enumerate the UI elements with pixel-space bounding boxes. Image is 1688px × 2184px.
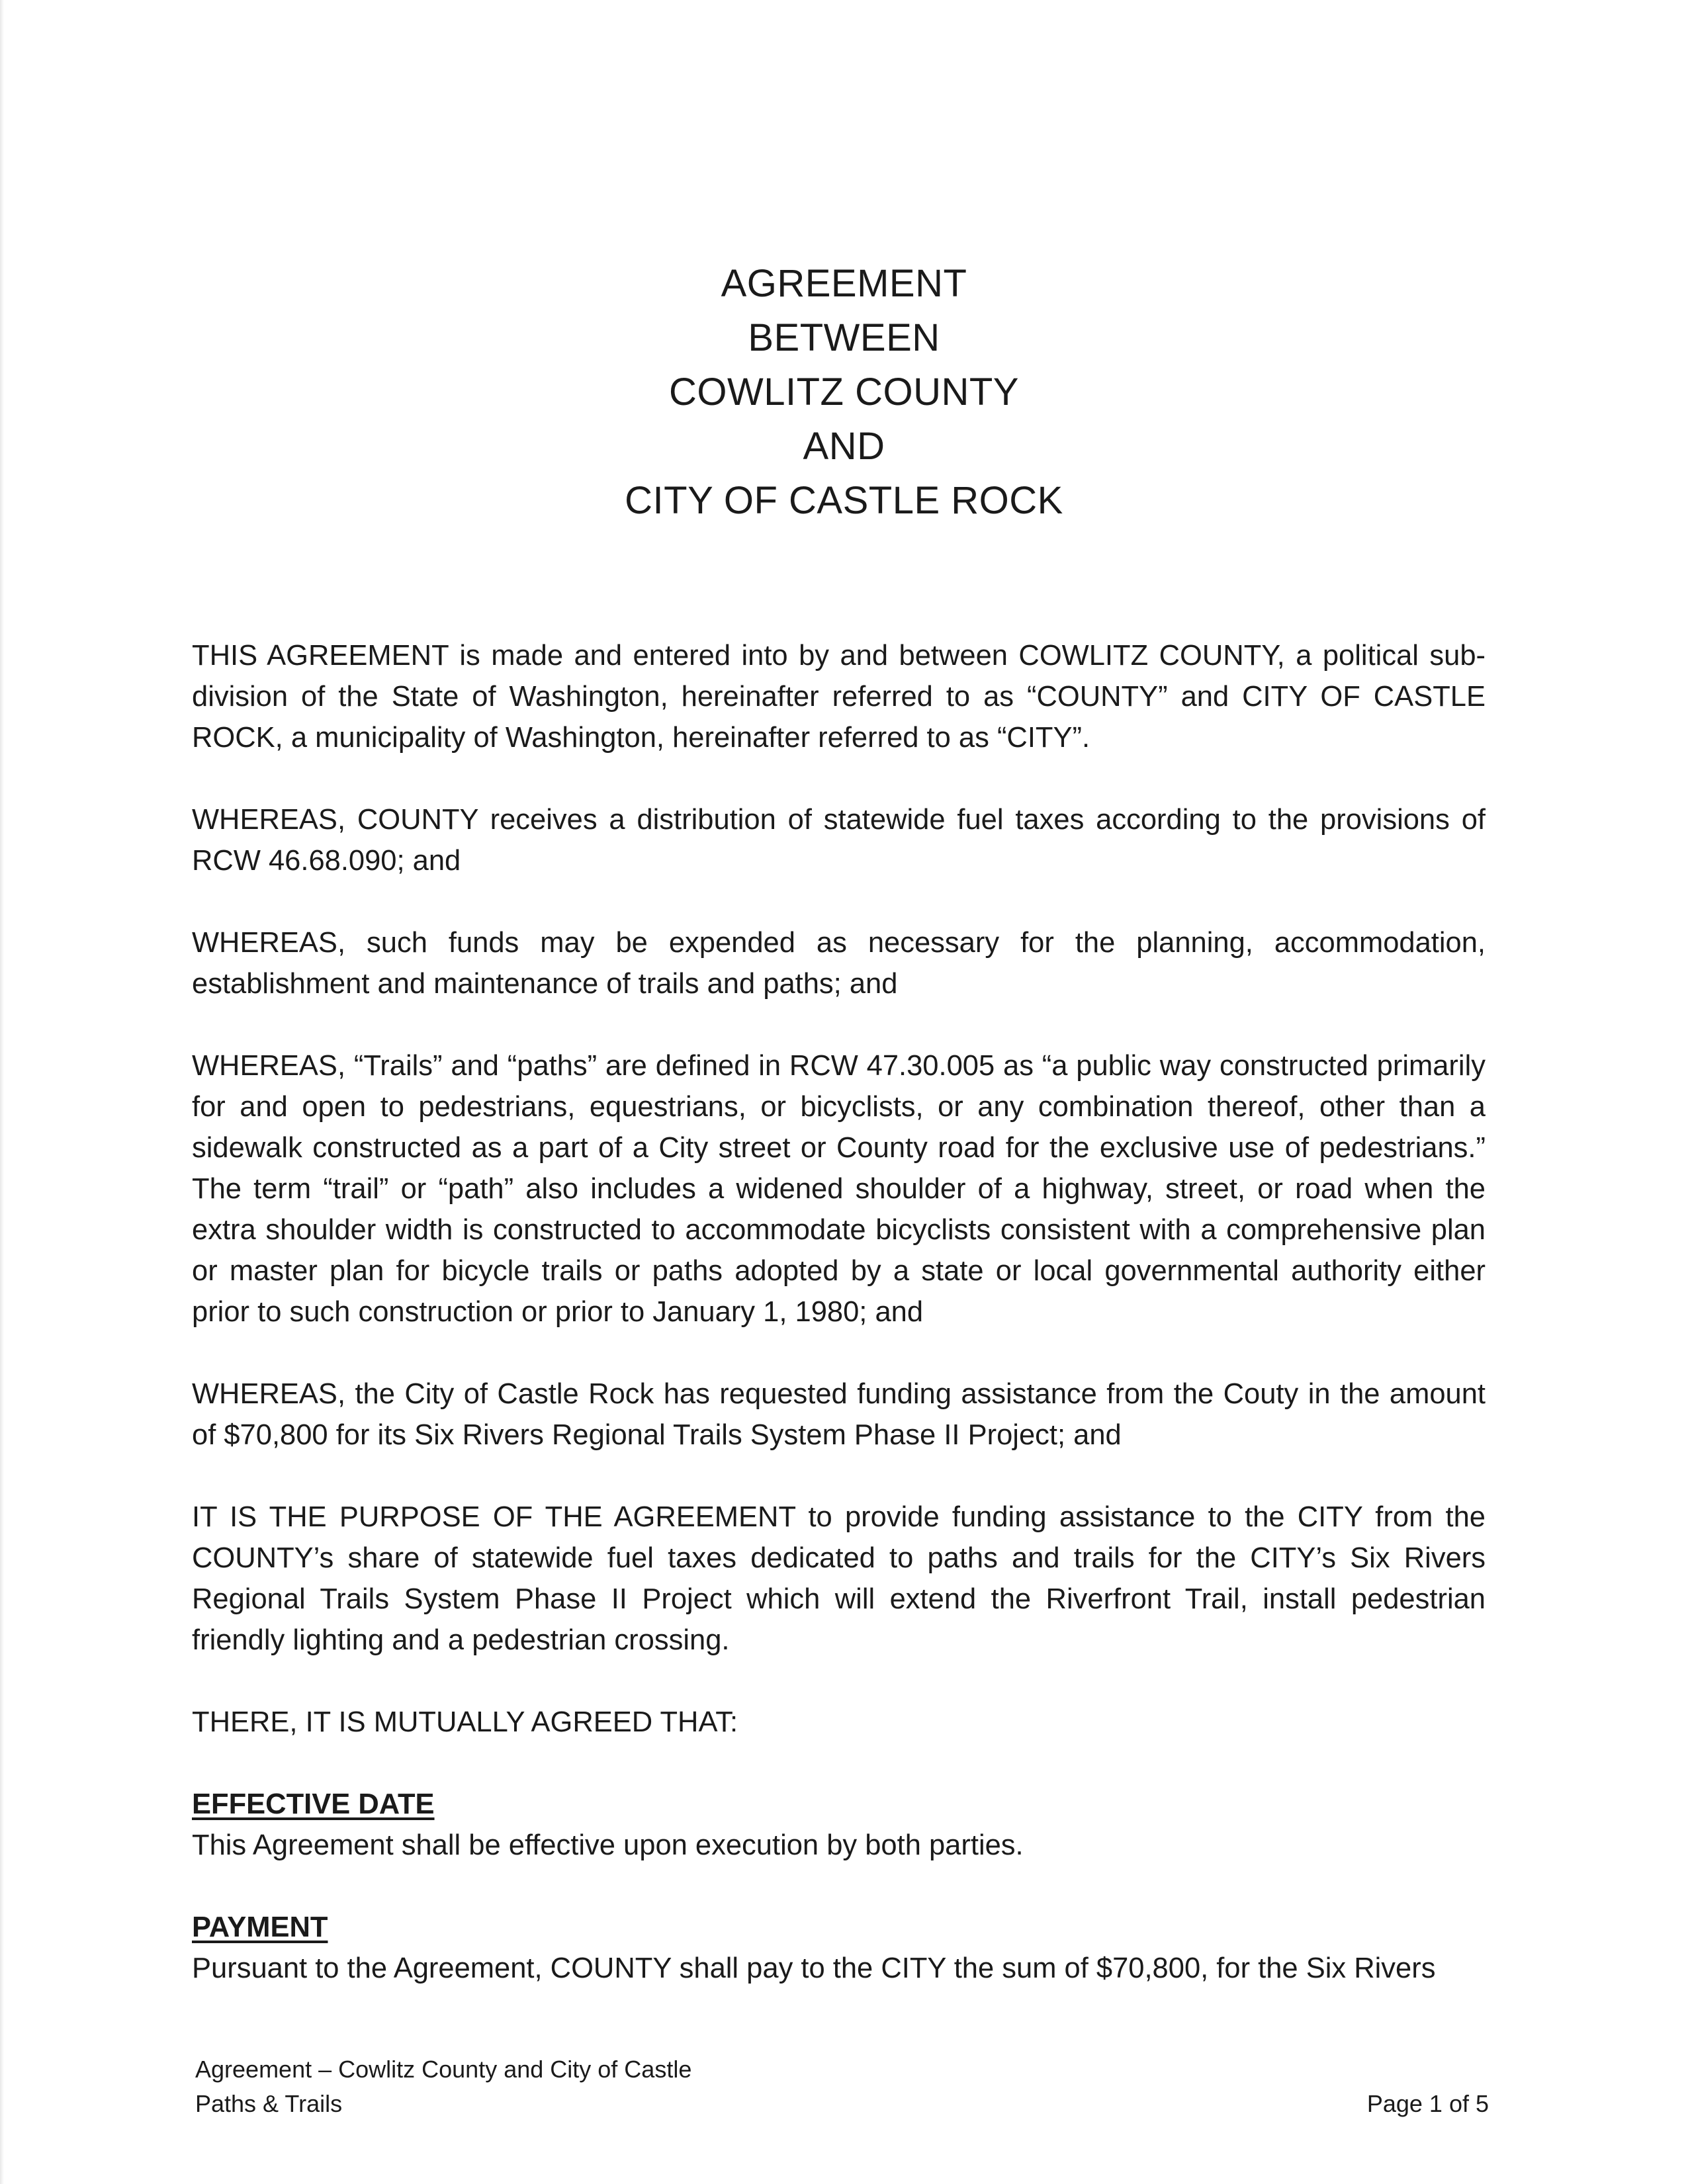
whereas-paragraph-3: WHEREAS, “Trails” and “paths” are defined in RCW 47.30.005 as “a public way constructed primarily for and open to pedestrians, equestrians, or bicyclists, or any combination thereof, other than a sidewalk constructed as a part of a City street or County road for the exclusive use of pedestrians.” The term “trail” or “path” also includes a widened shoulder of a highway, street, or road when the extra shoulder width is constructed to accommodate bicyclists consistent with a comprehensive plan or master plan for bicycle trails or paths adopted by a state or local governmental authority either prior to such construction or prior to January 1, 1980; and — [192, 1050, 1486, 1328]
title-line: BETWEEN — [748, 316, 940, 359]
effective-date-section — [192, 1784, 1486, 1866]
whereas-paragraph-4: WHEREAS, the City of Castle Rock has requested funding assistance from the Couty in the amount of $70,800 for its Six Rivers Regional Trails System Phase II Project; and — [192, 1378, 1486, 1451]
purpose-paragraph: IT IS THE PURPOSE OF THE AGREEMENT to provide funding assistance to the CITY from the COUNTY’s share of statewide fuel taxes dedicated to paths and trails for the CITY’s Six Rivers Regional Trails System Phase II Project which will extend the Riverfront Trail, install pedestrian friendly lighting and a pedestrian crossing. — [192, 1501, 1486, 1656]
agreed-paragraph: THERE, IT IS MUTUALLY AGREED THAT: — [192, 1706, 738, 1738]
page-number: Page 1 of 5 — [1366, 2090, 1489, 2117]
title-line: AND — [803, 425, 885, 468]
document-body — [192, 635, 1486, 2030]
title-line: CITY OF CASTLE ROCK — [625, 479, 1063, 522]
footer-line-2: Paths & Trails — [195, 2090, 343, 2117]
payment-section — [192, 1907, 1486, 1989]
whereas-paragraph-1: WHEREAS, COUNTY receives a distribution of statewide fuel taxes according to the provisions of RCW 46.68.090; and — [192, 804, 1486, 877]
effective-date-heading: EFFECTIVE DATE — [192, 1788, 435, 1820]
effective-date-text: This Agreement shall be effective upon execution by both parties. — [192, 1829, 1024, 1861]
payment-text: Pursuant to the Agreement, COUNTY shall pay to the CITY the sum of $70,800, for the Six Rivers — [192, 1952, 1436, 1984]
intro-paragraph: THIS AGREEMENT is made and entered into by and between COWLITZ COUNTY, a political sub-division of the State of Washington, hereinafter referred to as “COUNTY” and CITY OF CASTLE ROCK, a municipality of Washington, hereinafter referred to as “CITY”. — [192, 640, 1486, 754]
document-title — [0, 257, 1688, 528]
title-line: COWLITZ COUNTY — [669, 371, 1019, 414]
footer-document-label — [195, 2052, 691, 2121]
payment-heading: PAYMENT — [192, 1911, 328, 1943]
whereas-paragraph-2: WHEREAS, such funds may be expended as necessary for the planning, accommodation, establishment and maintenance of trails and paths; and — [192, 927, 1486, 1000]
footer-line-1: Agreement – Cowlitz County and City of Castle — [195, 2056, 692, 2083]
title-line: AGREEMENT — [721, 262, 967, 305]
